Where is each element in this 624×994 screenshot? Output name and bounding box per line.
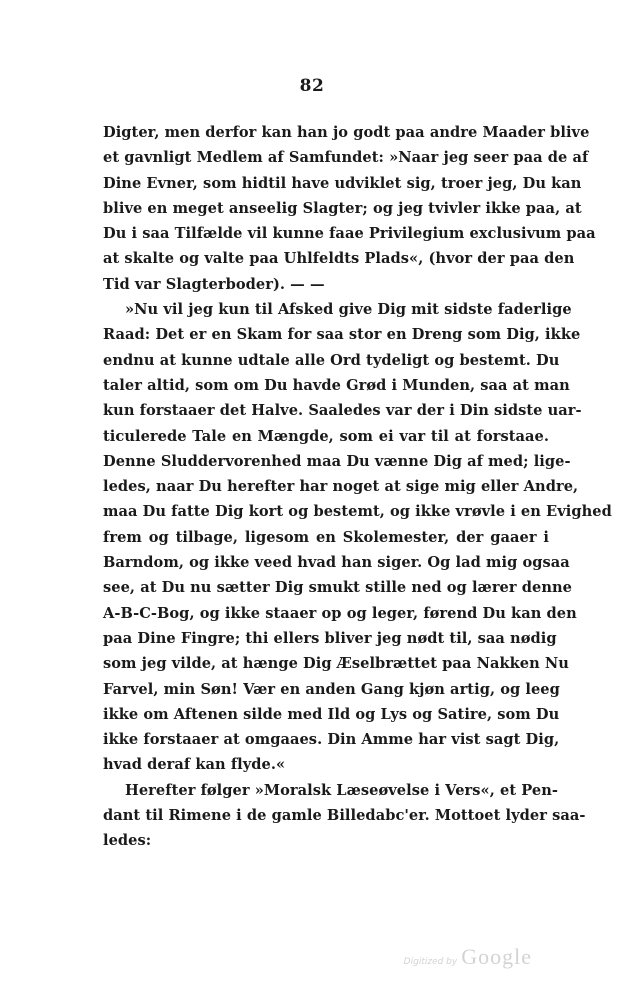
text-line: A-B-C-Bog, og ikke staaer op og leger, førend Du kan den <box>103 604 577 622</box>
text-line: et gavnligt Medlem af Samfundet: »Naar jeg seer paa de af <box>103 149 589 167</box>
text-line: see, at Du nu sætter Dig smukt stille ned og lærer denne <box>103 579 573 597</box>
text-line: kun forstaaer det Halve. Saaledes var der i Din sidste uar- <box>103 402 582 420</box>
text-line: dant til Rimene i de gamle Billedabc'er. Mottoet lyder saa- <box>103 807 586 825</box>
text-line: hvad deraf kan flyde.« <box>103 756 286 774</box>
text-line: at skalte og valte paa Uhlfeldts Plads«, (hvor der paa den <box>103 250 575 268</box>
digitization-watermark <box>404 944 532 970</box>
text-line: maa Du fatte Dig kort og bestemt, og ikke vrøvle i en Evighed <box>103 503 612 521</box>
text-line: Dine Evner, som hidtil have udviklet sig, troer jeg, Du kan <box>103 174 582 192</box>
body-text <box>103 120 612 854</box>
text-line: blive en meget anseelig Slagter; og jeg tvivler ikke paa, at <box>103 199 582 217</box>
text-line: ikke forstaaer at omgaaes. Din Amme har vist sagt Dig, <box>103 731 560 749</box>
watermark-prefix: Digitized by <box>403 957 458 967</box>
text-line: Herefter følger »Moralsk Læseøvelse i Vers«, et Pen- <box>125 781 558 799</box>
text-line: som jeg vilde, at hænge Dig Æselbrættet paa Nakken Nu <box>103 655 569 673</box>
text-line: frem og tilbage, ligesom en Skolemester, der gaaer i <box>103 528 549 546</box>
text-line: Barndom, og ikke veed hvad han siger. Og lad mig ogsaa <box>103 554 570 572</box>
text-line: Raad: Det er en Skam for saa stor en Dreng som Dig, ikke <box>103 326 581 344</box>
text-line: paa Dine Fingre; thi ellers bliver jeg nødt til, saa nødig <box>103 629 557 647</box>
text-line: endnu at kunne udtale alle Ord tydeligt og bestemt. Du <box>103 351 560 369</box>
text-line: ledes: <box>103 832 152 850</box>
watermark-brand: Google <box>461 944 532 969</box>
text-line: Farvel, min Søn! Vær en anden Gang kjøn artig, og leeg <box>103 680 560 698</box>
text-line: Digter, men derfor kan han jo godt paa andre Maader blive <box>103 124 590 141</box>
text-line: Denne Sluddervorenhed maa Du vænne Dig af med; lige- <box>103 452 571 470</box>
text-line: Tid var Slagterboder). — — <box>103 275 325 293</box>
text-line: Du i saa Tilfælde vil kunne faae Privilegium exclusivum paa <box>103 225 596 243</box>
text-line: »Nu vil jeg kun til Afsked give Dig mit sidste faderlige <box>125 301 572 319</box>
text-line: taler altid, som om Du havde Grød i Munden, saa at man <box>103 376 570 394</box>
text-line: ticulerede Tale en Mængde, som ei var til at forstaae. <box>103 427 549 445</box>
text-line: ledes, naar Du herefter har noget at sige mig eller Andre, <box>103 478 579 496</box>
page-number: 82 <box>299 76 325 96</box>
text-line: ikke om Aftenen silde med Ild og Lys og Satire, som Du <box>103 705 560 723</box>
